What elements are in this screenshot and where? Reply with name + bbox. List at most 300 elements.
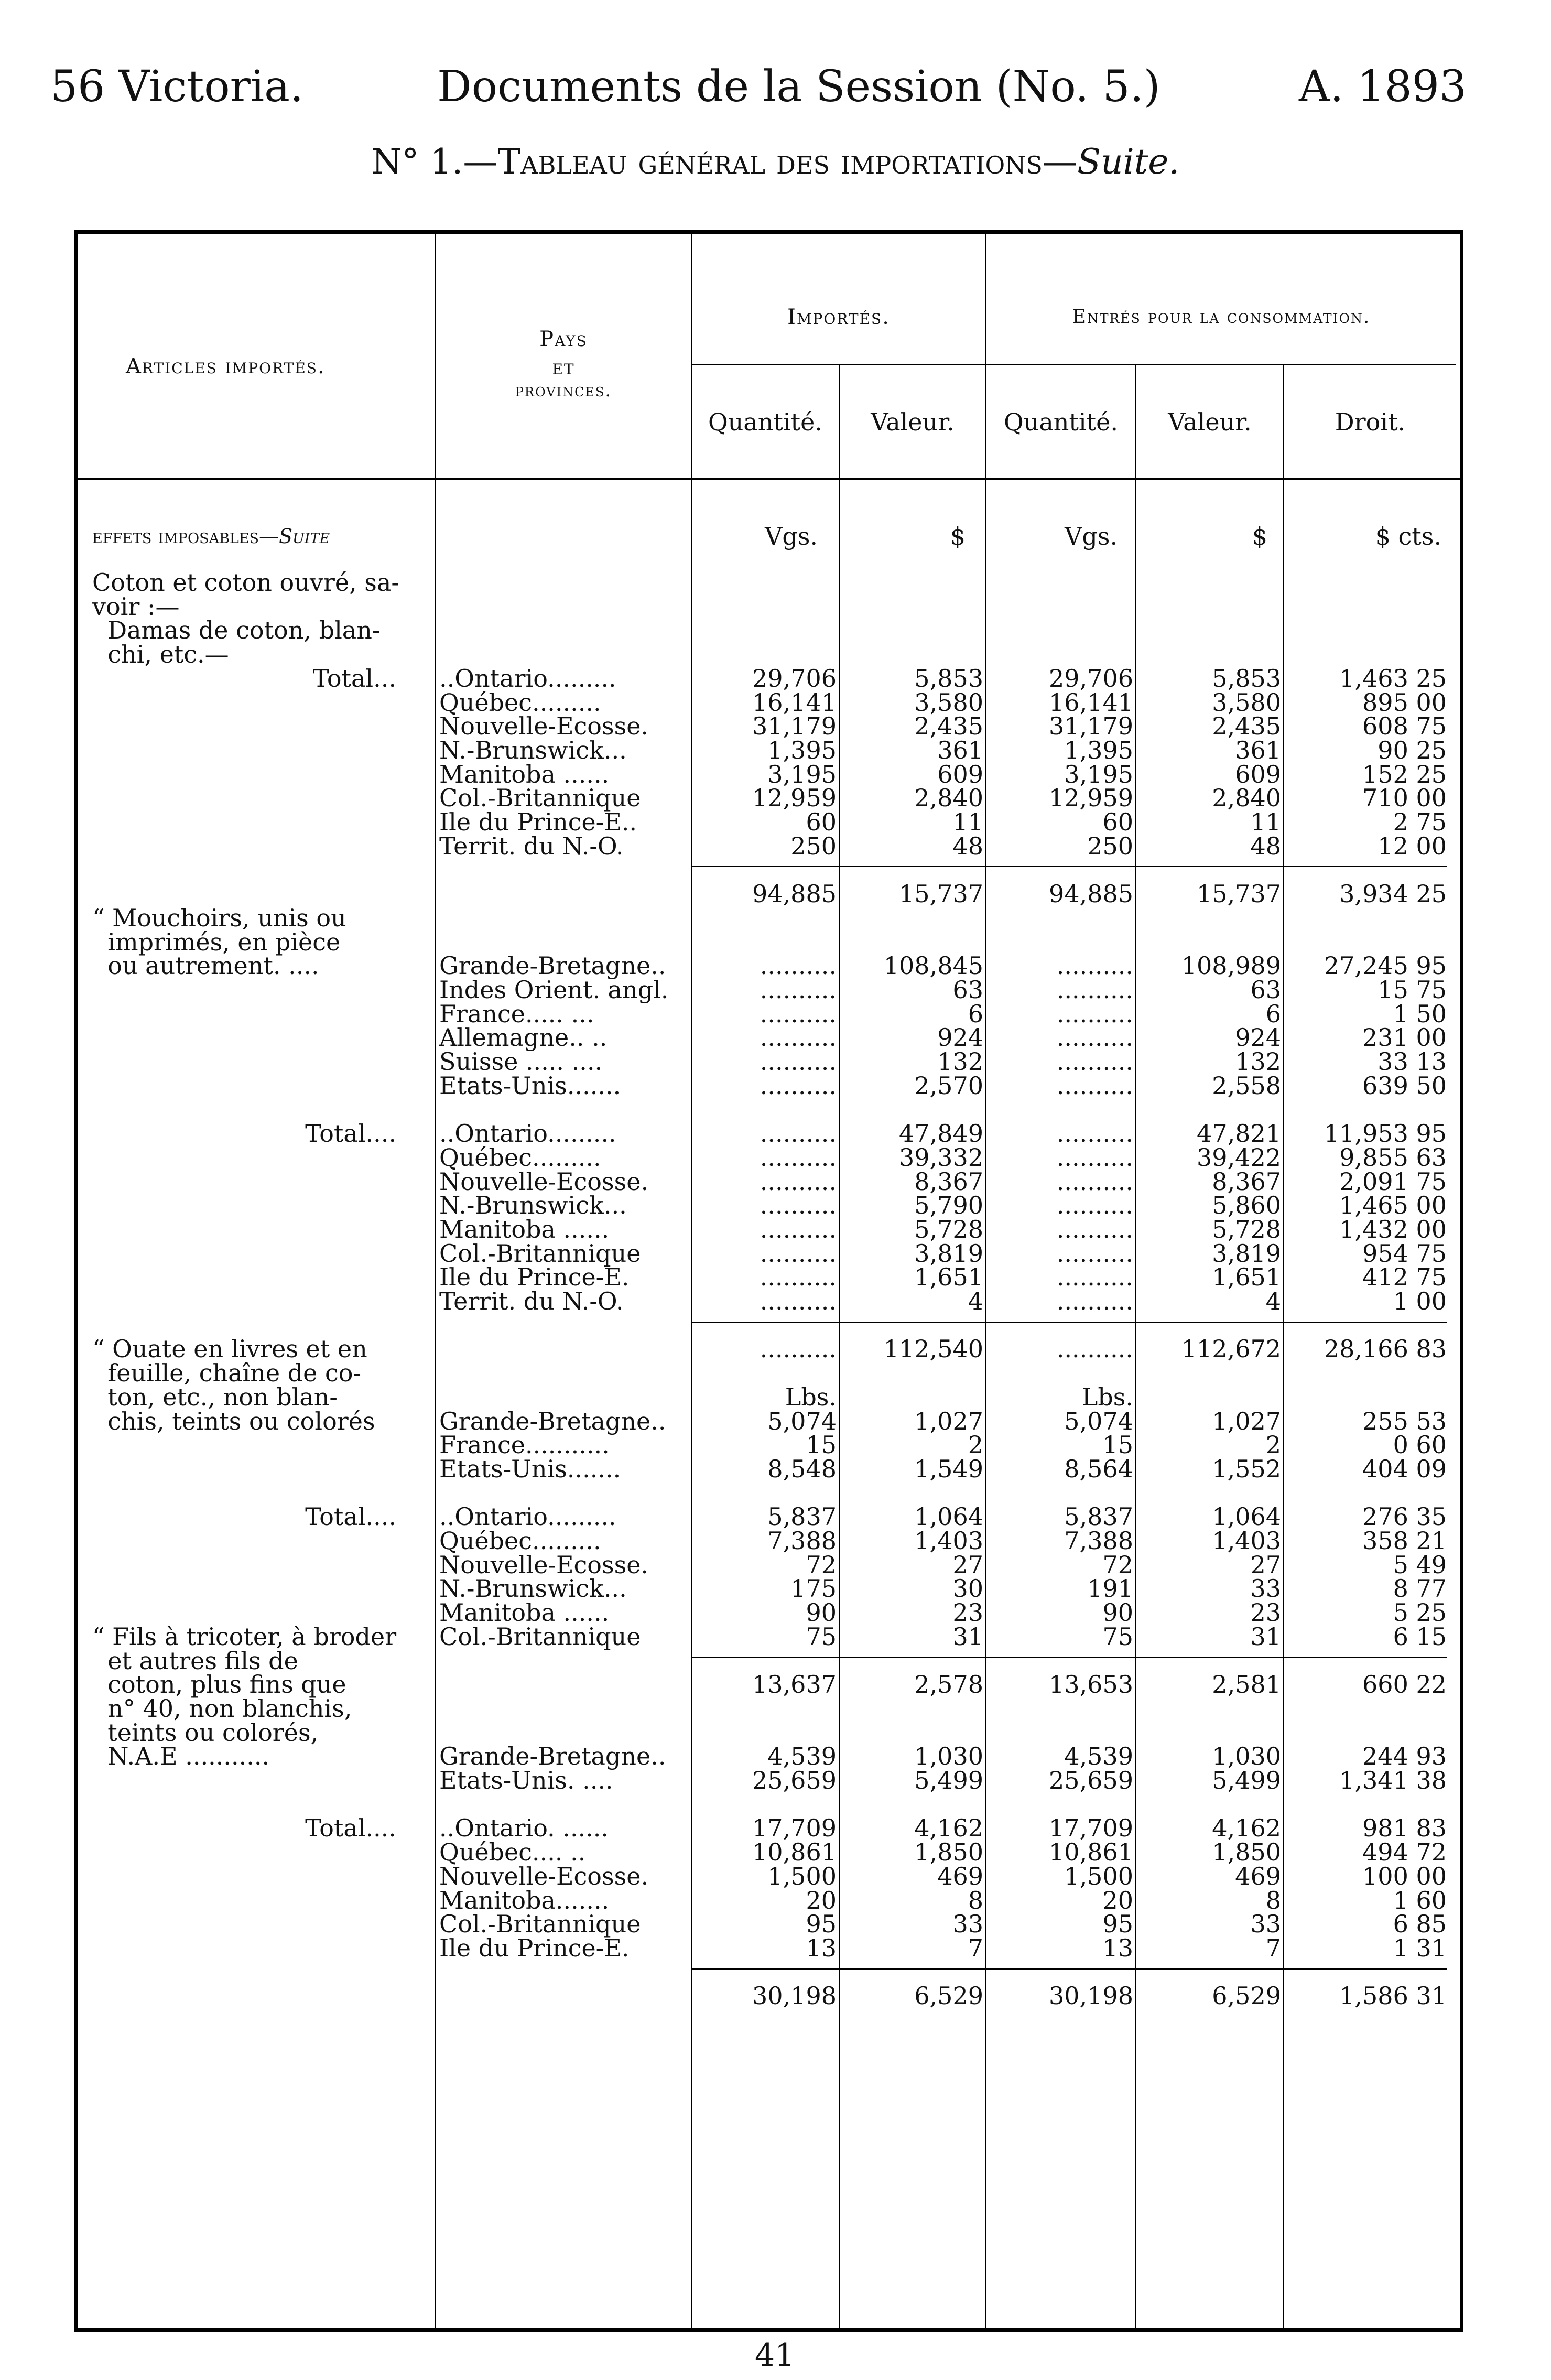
cell-q1: 17,709 <box>752 1814 837 1843</box>
cell-d: 1,463 25 <box>1339 664 1447 693</box>
cell-pays: Manitoba ...... <box>439 1598 610 1627</box>
cell-q2: 16,141 <box>1049 688 1133 717</box>
cell-pays: Manitoba....... <box>439 1886 610 1914</box>
cell-v2: 609 <box>1235 760 1281 788</box>
cell-v2: 27 <box>1250 1550 1281 1579</box>
cell-v2: 33 <box>1250 1574 1281 1603</box>
cell-q2: 3,195 <box>1064 760 1133 788</box>
cell-q1: .......... <box>760 1047 837 1076</box>
cell-d: 1,341 38 <box>1339 1766 1447 1794</box>
cell-v1: 5,728 <box>914 1215 983 1243</box>
col-rule-1 <box>435 234 436 2328</box>
cell-v2: 1,403 <box>1212 1527 1281 1555</box>
cell-d: 33 13 <box>1378 1047 1447 1076</box>
header-pays-2: et <box>552 355 575 380</box>
cell-pays: Etats-Unis....... <box>439 1071 621 1100</box>
cell-pays: Territ. du N.-O. <box>439 1287 624 1315</box>
cell-q2: 191 <box>1087 1574 1133 1603</box>
cell-v1: 27 <box>952 1550 983 1579</box>
cell-pays: Manitoba ...... <box>439 760 610 788</box>
cell-pays: Etats-Unis. .... <box>439 1766 613 1794</box>
cell-q2: 20 <box>1102 1886 1133 1914</box>
cell-q2: 15 <box>1102 1431 1133 1459</box>
cell-d: 1 31 <box>1393 1933 1447 1962</box>
cell-d: 11,953 95 <box>1324 1119 1447 1148</box>
cell-q2: .......... <box>1056 1167 1133 1196</box>
header-pays-1: Pays <box>539 327 588 351</box>
cell-pays: ..Ontario......... <box>439 1502 616 1531</box>
cell-d: 1 50 <box>1393 999 1447 1028</box>
cell-v1: 39,332 <box>899 1143 983 1172</box>
cell-q1: 4,539 <box>767 1742 837 1771</box>
cell-d: 2,091 75 <box>1339 1167 1447 1196</box>
cell-v2: 1,030 <box>1212 1742 1281 1771</box>
cell-v2: 47,821 <box>1197 1119 1281 1148</box>
cell-v2: 1,850 <box>1212 1838 1281 1867</box>
cell-art: N.A.E ........... <box>92 1742 270 1771</box>
cell-art: Damas de coton, blan- <box>92 616 381 645</box>
group-rule <box>691 364 1456 365</box>
cell-pays: ..Ontario......... <box>439 664 616 693</box>
cell-pays: Nouvelle-Ecosse. <box>439 712 649 741</box>
cell-pays: Manitoba ...... <box>439 1215 610 1243</box>
cell-q1: 3,195 <box>767 760 837 788</box>
cell-q2: 75 <box>1102 1622 1133 1651</box>
header-year: A. 1893 <box>1299 62 1467 112</box>
cell-pays: Ile du Prince-E. <box>439 1933 630 1962</box>
cell-art: chis, teints ou colorés <box>92 1407 375 1435</box>
cell-v1: 6 <box>968 999 983 1028</box>
cell-art: Total.... <box>305 1502 396 1531</box>
cell-v2: 132 <box>1235 1047 1281 1076</box>
cell-v2: 2,435 <box>1212 712 1281 741</box>
cell-art: feuille, chaîne de co- <box>92 1359 362 1388</box>
cell-q2: .......... <box>1056 951 1133 980</box>
cell-art: Total.... <box>305 1814 396 1843</box>
cell-v1: 4,162 <box>914 1814 983 1843</box>
top-rule <box>74 230 1463 234</box>
cell-q1: 5,074 <box>767 1407 837 1435</box>
cell-q1: 31,179 <box>752 712 837 741</box>
cell-q1: 94,885 <box>752 880 837 908</box>
cell-q1: 16,141 <box>752 688 837 717</box>
cell-art: imprimés, en pièce <box>92 927 341 956</box>
cell-v2: 23 <box>1250 1598 1281 1627</box>
cell-v2: 33 <box>1250 1910 1281 1939</box>
cell-d: 895 00 <box>1362 688 1447 717</box>
cell-pays: Ile du Prince-E. <box>439 1263 630 1292</box>
cell-d: 28,166 83 <box>1324 1335 1447 1364</box>
cell-v1: 6,529 <box>914 1982 983 2010</box>
cell-d: 639 50 <box>1362 1071 1447 1100</box>
cell-q1: 95 <box>806 1910 837 1939</box>
cell-q2: 31,179 <box>1049 712 1133 741</box>
cell-pays: Nouvelle-Ecosse. <box>439 1550 649 1579</box>
cell-q2: .......... <box>1056 1287 1133 1315</box>
cell-v2: 7 <box>1265 1933 1281 1962</box>
cell-v1: 2,570 <box>914 1071 983 1100</box>
cell-pays: Québec......... <box>439 1527 601 1555</box>
cell-pays: N.-Brunswick... <box>439 1574 627 1603</box>
cell-pays: N.-Brunswick... <box>439 735 627 764</box>
cell-v1: 132 <box>937 1047 983 1076</box>
cell-q2: .......... <box>1056 1143 1133 1172</box>
cell-q2: 1,500 <box>1064 1862 1133 1890</box>
cell-v1: 108,845 <box>883 951 983 980</box>
cell-d: 27,245 95 <box>1324 951 1447 980</box>
header-quantite-2: Quantité. <box>1004 408 1118 436</box>
cell-d: 981 83 <box>1362 1814 1447 1843</box>
cell-q2: .......... <box>1056 1047 1133 1076</box>
cell-d: 494 72 <box>1362 1838 1447 1867</box>
cell-d: 2 75 <box>1393 808 1447 836</box>
header-quantite: Quantité. <box>708 408 822 436</box>
cell-pays: France..... ... <box>439 999 594 1028</box>
cell-q1: .......... <box>760 1119 837 1148</box>
cell-pays: Québec......... <box>439 688 601 717</box>
cell-d: 6 15 <box>1393 1622 1447 1651</box>
cell-q2: 5,074 <box>1064 1407 1133 1435</box>
header-droit: Droit. <box>1335 408 1406 436</box>
cell-v2: 11 <box>1250 808 1281 836</box>
cell-d: 1,465 00 <box>1339 1191 1447 1220</box>
cell-v1: 11 <box>952 808 983 836</box>
cell-q1: 12,959 <box>752 784 837 813</box>
cell-art: Total.... <box>305 1119 396 1148</box>
cell-v1: 1,850 <box>914 1838 983 1867</box>
cell-v1: 1,027 <box>914 1407 983 1435</box>
cell-q1: .......... <box>760 951 837 980</box>
cell-v1: 5,853 <box>914 664 983 693</box>
cell-d: 3,934 25 <box>1339 880 1447 908</box>
cell-v1: 469 <box>937 1862 983 1890</box>
cell-v2: 63 <box>1250 975 1281 1004</box>
cell-art: “ Fils à tricoter, à broder <box>92 1622 397 1651</box>
section-label-text: effets imposables— <box>92 525 279 548</box>
cell-art: voir :— <box>92 592 180 621</box>
cell-q1: 20 <box>806 1886 837 1914</box>
unit-valeur: $ <box>950 522 966 550</box>
cell-q1: .......... <box>760 1215 837 1243</box>
cell-v2: 4 <box>1265 1287 1281 1315</box>
cell-q1: 30,198 <box>752 1982 837 2010</box>
cell-q2: 60 <box>1102 808 1133 836</box>
cell-v1: 1,064 <box>914 1502 983 1531</box>
cell-d: 90 25 <box>1378 735 1447 764</box>
cell-q1: 29,706 <box>752 664 837 693</box>
cell-art: et autres fils de <box>92 1646 298 1675</box>
cell-v1: 5,790 <box>914 1191 983 1220</box>
header-entres: Entrés pour la consommation. <box>1072 306 1371 328</box>
cell-d: 12 00 <box>1378 831 1447 860</box>
cell-pays: Grande-Bretagne.. <box>439 1742 666 1771</box>
cell-pays: N.-Brunswick... <box>439 1191 627 1220</box>
cell-art: teints ou colorés, <box>92 1718 319 1747</box>
cell-q2: 72 <box>1102 1550 1133 1579</box>
cell-v2: 5,728 <box>1212 1215 1281 1243</box>
cell-v1: 8,367 <box>914 1167 983 1196</box>
cell-d: 100 00 <box>1362 1862 1447 1890</box>
unit-droit: $ cts. <box>1375 522 1441 550</box>
cell-q1: 1,395 <box>767 735 837 764</box>
cell-v2: 112,672 <box>1181 1335 1281 1364</box>
cell-q2: .......... <box>1056 1191 1133 1220</box>
unit-quantite: Vgs. <box>765 522 818 550</box>
cell-v1: 48 <box>952 831 983 860</box>
title-suffix: Suite. <box>1077 142 1180 182</box>
cell-v2: 5,860 <box>1212 1191 1281 1220</box>
cell-v1: 1,651 <box>914 1263 983 1292</box>
cell-q1: 25,659 <box>752 1766 837 1794</box>
cell-v1: 63 <box>952 975 983 1004</box>
cell-q1: .......... <box>760 1263 837 1292</box>
cell-d: 1 00 <box>1393 1287 1447 1315</box>
cell-q1: 10,861 <box>752 1838 837 1867</box>
cell-v2: 1,651 <box>1212 1263 1281 1292</box>
title-number: N° 1.— <box>371 142 498 182</box>
header-valeur: Valeur. <box>871 408 955 436</box>
cell-d: 8 77 <box>1393 1574 1447 1603</box>
cell-v2: 6,529 <box>1212 1982 1281 2010</box>
cell-v2: 15,737 <box>1197 880 1281 908</box>
cell-d: 276 35 <box>1362 1502 1447 1531</box>
cell-q1: .......... <box>760 1143 837 1172</box>
cell-pays: Indes Orient. angl. <box>439 975 669 1004</box>
cell-v2: 1,552 <box>1212 1454 1281 1483</box>
cell-v2: 5,499 <box>1212 1766 1281 1794</box>
cell-q1: .......... <box>760 1335 837 1364</box>
cell-q1: 15 <box>806 1431 837 1459</box>
cell-art: “ Mouchoirs, unis ou <box>92 903 346 932</box>
cell-pays: Allemagne.. .. <box>439 1023 608 1052</box>
cell-v2: 469 <box>1235 1862 1281 1890</box>
cell-d: 9,855 63 <box>1339 1143 1447 1172</box>
cell-v1: 4 <box>968 1287 983 1315</box>
cell-d: 5 25 <box>1393 1598 1447 1627</box>
cell-q2: 90 <box>1102 1598 1133 1627</box>
cell-q1: Lbs. <box>785 1382 837 1411</box>
cell-v2: 31 <box>1250 1622 1281 1651</box>
cell-art: n° 40, non blanchis, <box>92 1694 352 1723</box>
cell-q2: 29,706 <box>1049 664 1133 693</box>
cell-q2: .......... <box>1056 1023 1133 1052</box>
cell-v2: 8 <box>1265 1886 1281 1914</box>
cell-q1: 60 <box>806 808 837 836</box>
cell-v1: 1,030 <box>914 1742 983 1771</box>
cell-v2: 2,558 <box>1212 1071 1281 1100</box>
unit-valeur-2: $ <box>1252 522 1267 550</box>
cell-d: 412 75 <box>1362 1263 1447 1292</box>
cell-q1: 75 <box>806 1622 837 1651</box>
cell-q2: 10,861 <box>1049 1838 1133 1867</box>
cell-q2: .......... <box>1056 1215 1133 1243</box>
cell-pays: Québec......... <box>439 1143 601 1172</box>
cell-q2: .......... <box>1056 1335 1133 1364</box>
cell-q1: 175 <box>790 1574 837 1603</box>
cell-d: 1,432 00 <box>1339 1215 1447 1243</box>
cell-v1: 2 <box>968 1431 983 1459</box>
cell-q2: Lbs. <box>1081 1382 1133 1411</box>
unit-quantite-2: Vgs. <box>1065 522 1118 550</box>
cell-d: 244 93 <box>1362 1742 1447 1771</box>
cell-q2: .......... <box>1056 1239 1133 1268</box>
cell-v1: 112,540 <box>883 1335 983 1364</box>
cell-pays: Québec.... .. <box>439 1838 586 1867</box>
cell-d: 1,586 31 <box>1339 1982 1447 2010</box>
header-valeur-2: Valeur. <box>1168 408 1252 436</box>
cell-d: 358 21 <box>1362 1527 1447 1555</box>
cell-pays: France........... <box>439 1431 610 1459</box>
cell-art: ou autrement. .... <box>92 951 319 980</box>
cell-q2: 8,564 <box>1064 1454 1133 1483</box>
cell-d: 255 53 <box>1362 1407 1447 1435</box>
header-pays-3: provinces. <box>515 380 612 401</box>
cell-d: 6 85 <box>1393 1910 1447 1939</box>
cell-v2: 108,989 <box>1181 951 1281 980</box>
section-label <box>92 524 330 548</box>
cell-art: Total... <box>312 664 396 693</box>
cell-art: ton, etc., non blan- <box>92 1382 338 1411</box>
cell-v2: 1,027 <box>1212 1407 1281 1435</box>
cell-pays: Territ. du N.-O. <box>439 831 624 860</box>
cell-q2: 13 <box>1102 1933 1133 1962</box>
cell-q1: .......... <box>760 1023 837 1052</box>
total-rule <box>692 1657 1447 1658</box>
cell-pays: Ile du Prince-E.. <box>439 808 637 836</box>
cell-art: coton, plus fins que <box>92 1670 346 1699</box>
cell-v1: 361 <box>937 735 983 764</box>
total-rule <box>692 866 1447 867</box>
cell-v2: 8,367 <box>1212 1167 1281 1196</box>
cell-v2: 4,162 <box>1212 1814 1281 1843</box>
cell-pays: Col.-Britannique <box>439 784 641 813</box>
cell-q1: .......... <box>760 975 837 1004</box>
total-rule <box>692 1322 1447 1323</box>
cell-q1: 90 <box>806 1598 837 1627</box>
cell-q2: 17,709 <box>1049 1814 1133 1843</box>
header-rule <box>74 478 1463 480</box>
cell-pays: Nouvelle-Ecosse. <box>439 1862 649 1890</box>
cell-pays: Grande-Bretagne.. <box>439 951 666 980</box>
cell-v1: 23 <box>952 1598 983 1627</box>
cell-v1: 609 <box>937 760 983 788</box>
cell-pays: Grande-Bretagne.. <box>439 1407 666 1435</box>
cell-d: 404 09 <box>1362 1454 1447 1483</box>
header-session: 56 Victoria. <box>50 62 304 112</box>
cell-q1: 5,837 <box>767 1502 837 1531</box>
cell-q2: 1,395 <box>1064 735 1133 764</box>
header-importes: Importés. <box>787 305 890 329</box>
cell-d: 1 60 <box>1393 1886 1447 1914</box>
cell-v1: 3,819 <box>914 1239 983 1268</box>
cell-pays: Etats-Unis....... <box>439 1454 621 1483</box>
cell-d: 152 25 <box>1362 760 1447 788</box>
cell-v1: 33 <box>952 1910 983 1939</box>
cell-v1: 2,578 <box>914 1670 983 1699</box>
cell-q1: 250 <box>790 831 837 860</box>
cell-v2: 5,853 <box>1212 664 1281 693</box>
cell-pays: Col.-Britannique <box>439 1622 641 1651</box>
cell-q1: 72 <box>806 1550 837 1579</box>
cell-q2: 95 <box>1102 1910 1133 1939</box>
cell-q2: .......... <box>1056 999 1133 1028</box>
cell-d: 710 00 <box>1362 784 1447 813</box>
header-articles: Articles importés. <box>126 354 326 378</box>
cell-v1: 31 <box>952 1622 983 1651</box>
cell-v2: 924 <box>1235 1023 1281 1052</box>
cell-q1: .......... <box>760 1239 837 1268</box>
cell-d: 15 75 <box>1378 975 1447 1004</box>
cell-v1: 47,849 <box>899 1119 983 1148</box>
cell-q2: 30,198 <box>1049 1982 1133 2010</box>
cell-v2: 39,422 <box>1197 1143 1281 1172</box>
cell-q2: .......... <box>1056 1119 1133 1148</box>
cell-q1: .......... <box>760 1287 837 1315</box>
cell-v1: 15,737 <box>899 880 983 908</box>
cell-pays: Suisse ..... .... <box>439 1047 603 1076</box>
cell-q2: 7,388 <box>1064 1527 1133 1555</box>
cell-v2: 48 <box>1250 831 1281 860</box>
cell-v1: 7 <box>968 1933 983 1962</box>
cell-q2: 250 <box>1087 831 1133 860</box>
cell-v2: 1,064 <box>1212 1502 1281 1531</box>
cell-q2: .......... <box>1056 1071 1133 1100</box>
cell-q2: 25,659 <box>1049 1766 1133 1794</box>
cell-d: 231 00 <box>1362 1023 1447 1052</box>
cell-q1: .......... <box>760 1071 837 1100</box>
cell-art: Coton et coton ouvré, sa- <box>92 568 399 597</box>
header-documents: Documents de la Session (No. 5.) <box>437 62 1160 112</box>
cell-q1: 7,388 <box>767 1527 837 1555</box>
cell-d: 5 49 <box>1393 1550 1447 1579</box>
cell-v2: 3,819 <box>1212 1239 1281 1268</box>
cell-q1: .......... <box>760 999 837 1028</box>
cell-v1: 30 <box>952 1574 983 1603</box>
cell-v1: 924 <box>937 1023 983 1052</box>
cell-d: 0 60 <box>1393 1431 1447 1459</box>
cell-v1: 3,580 <box>914 688 983 717</box>
cell-q1: 8,548 <box>767 1454 837 1483</box>
cell-q1: 13,637 <box>752 1670 837 1699</box>
bottom-rule <box>74 2328 1463 2332</box>
cell-q1: .......... <box>760 1167 837 1196</box>
cell-v1: 8 <box>968 1886 983 1914</box>
cell-pays: ..Ontario......... <box>439 1119 616 1148</box>
section-label-suffix: Suite <box>279 525 330 548</box>
cell-pays: Nouvelle-Ecosse. <box>439 1167 649 1196</box>
title-main: Tableau général des importations— <box>497 142 1077 182</box>
cell-v2: 2,581 <box>1212 1670 1281 1699</box>
cell-art: “ Ouate en livres et en <box>92 1335 367 1364</box>
page-number: 41 <box>755 2337 795 2374</box>
cell-v2: 3,580 <box>1212 688 1281 717</box>
table-title <box>0 142 1551 182</box>
cell-d: 608 75 <box>1362 712 1447 741</box>
cell-pays: Col.-Britannique <box>439 1910 641 1939</box>
cell-q1: .......... <box>760 1191 837 1220</box>
cell-v1: 1,403 <box>914 1527 983 1555</box>
cell-v1: 5,499 <box>914 1766 983 1794</box>
cell-q2: 5,837 <box>1064 1502 1133 1531</box>
cell-q2: 4,539 <box>1064 1742 1133 1771</box>
cell-q2: 94,885 <box>1049 880 1133 908</box>
cell-q2: 12,959 <box>1049 784 1133 813</box>
cell-q1: 1,500 <box>767 1862 837 1890</box>
cell-v2: 6 <box>1265 999 1281 1028</box>
cell-pays: Col.-Britannique <box>439 1239 641 1268</box>
cell-pays: ..Ontario. ...... <box>439 1814 609 1843</box>
cell-q2: .......... <box>1056 975 1133 1004</box>
